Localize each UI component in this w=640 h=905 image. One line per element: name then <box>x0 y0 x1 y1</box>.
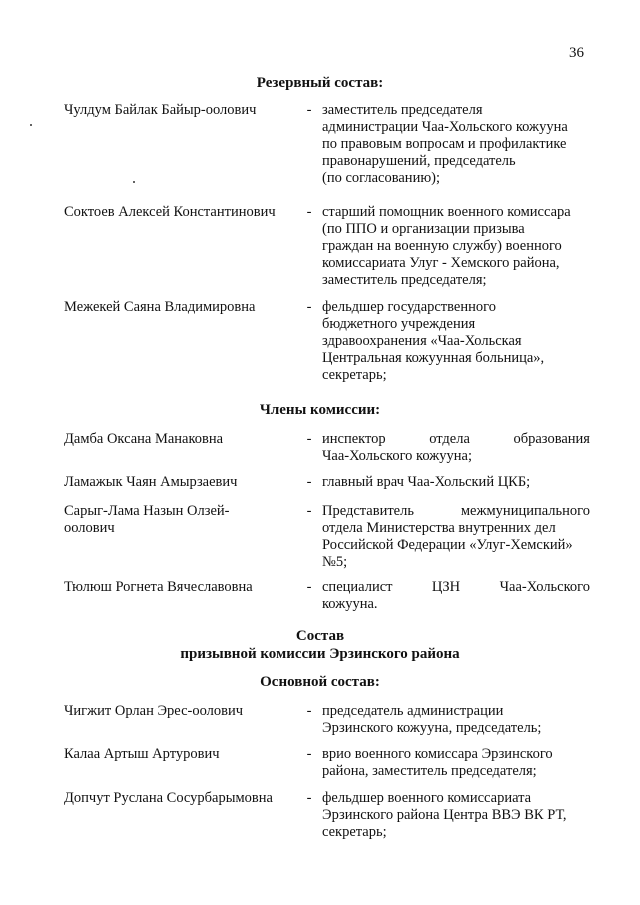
role-line-justified <box>322 503 590 520</box>
dash: - <box>306 703 312 719</box>
member-name: Калаа Артыш Артурович <box>64 746 220 762</box>
page-number: 36 <box>569 45 584 61</box>
role-line: бюджетного учреждения <box>322 316 476 332</box>
main-heading: Основной состав: <box>260 674 380 690</box>
member-name <box>64 579 299 596</box>
role-line: №5; <box>322 554 348 570</box>
dash: - <box>306 204 312 220</box>
dash: - <box>306 299 312 315</box>
role-line: фельдшер военного комиссариата <box>322 790 532 806</box>
dash: - <box>306 746 312 762</box>
role-line: Эрзинского кожууна, председатель; <box>322 720 542 736</box>
role-word: специалист <box>322 579 393 595</box>
member-name: Чигжит Орлан Эрес-оолович <box>64 703 244 719</box>
name-line: Сарыг-Лама Назын Олзей- <box>64 503 230 519</box>
role-line: Центральная кожуунная больница», <box>322 350 545 366</box>
role-word: инспектор <box>322 431 386 447</box>
dash: - <box>306 503 312 519</box>
role-line: заместитель председателя <box>322 102 483 118</box>
member-role <box>322 102 590 187</box>
dash: - <box>306 790 312 806</box>
role-word: межмуниципального <box>460 503 590 519</box>
member-role <box>322 474 590 491</box>
role-word: Представитель <box>322 503 414 519</box>
scan-speck <box>133 181 135 183</box>
name-line: Ламажык Чаян Амырзаевич <box>64 474 238 490</box>
name-line: оолович <box>64 520 115 536</box>
dash: - <box>306 579 312 595</box>
member-role <box>322 703 590 737</box>
member-name: Межекей Саяна Владимировна <box>64 299 256 315</box>
role-line: района, заместитель председателя; <box>322 763 537 779</box>
member-role <box>322 746 590 780</box>
member-role <box>322 579 590 613</box>
role-line: Чаа-Хольского кожууна; <box>322 448 472 464</box>
name-line: Дамба Оксана Манаковна <box>64 431 224 447</box>
role-line: врио военного комиссара Эрзинского <box>322 746 553 762</box>
role-line: кожууна. <box>322 596 378 612</box>
member-role <box>322 790 590 841</box>
role-line: Эрзинского района Центра ВВЭ ВК РТ, <box>322 807 567 823</box>
name-line: Тюлюш Рогнета Вячеславовна <box>64 579 253 595</box>
role-word: ЦЗН <box>431 579 461 595</box>
role-line: отдела Министерства внутренних дел <box>322 520 556 536</box>
role-line: секретарь; <box>322 367 387 383</box>
role-line: председатель администрации <box>322 703 504 719</box>
role-line: (по согласованию); <box>322 170 441 186</box>
section-title: Состав <box>295 628 345 644</box>
members-heading: Члены комиссии: <box>259 402 381 418</box>
member-role <box>322 204 590 289</box>
role-line: администрации Чаа-Хольского кожууна <box>322 119 568 135</box>
role-word: отдела <box>429 431 470 447</box>
role-line-justified <box>322 431 590 448</box>
member-role <box>322 503 590 571</box>
role-line: правонарушений, председатель <box>322 153 516 169</box>
role-line: секретарь; <box>322 824 387 840</box>
section-subtitle: призывной комиссии Эрзинского района <box>180 646 460 662</box>
role-line-justified <box>322 579 590 596</box>
role-word: Чаа-Хольского <box>499 579 590 595</box>
member-name: Допчут Руслана Сосурбарымовна <box>64 790 273 806</box>
role-line: фельдшер государственного <box>322 299 496 315</box>
member-name: Соктоев Алексей Константинович <box>64 204 276 220</box>
member-name <box>64 474 299 491</box>
role-line: старший помощник военного комиссара <box>322 204 571 220</box>
member-name: Чулдум Байлак Байыр-оолович <box>64 102 257 118</box>
role-line: главный врач Чаа-Хольский ЦКБ; <box>322 474 531 490</box>
role-word: образования <box>513 431 590 447</box>
member-role <box>322 299 590 384</box>
dash: - <box>306 431 312 447</box>
role-line: по правовым вопросам и профилактике <box>322 136 567 152</box>
member-name <box>64 503 299 537</box>
dash: - <box>306 102 312 118</box>
scan-speck <box>30 124 32 126</box>
reserve-heading: Резервный состав: <box>256 75 384 91</box>
member-name <box>64 431 299 448</box>
role-line: граждан на военную службу) военного <box>322 238 562 254</box>
role-line: здравоохранения «Чаа-Хольская <box>322 333 522 349</box>
dash: - <box>306 474 312 490</box>
role-line: (по ППО и организации призыва <box>322 221 525 237</box>
member-role <box>322 431 590 465</box>
role-line: заместитель председателя; <box>322 272 487 288</box>
role-line: Российской Федерации «Улуг-Хемский» <box>322 537 573 553</box>
role-line: комиссариата Улуг - Хемского района, <box>322 255 560 271</box>
